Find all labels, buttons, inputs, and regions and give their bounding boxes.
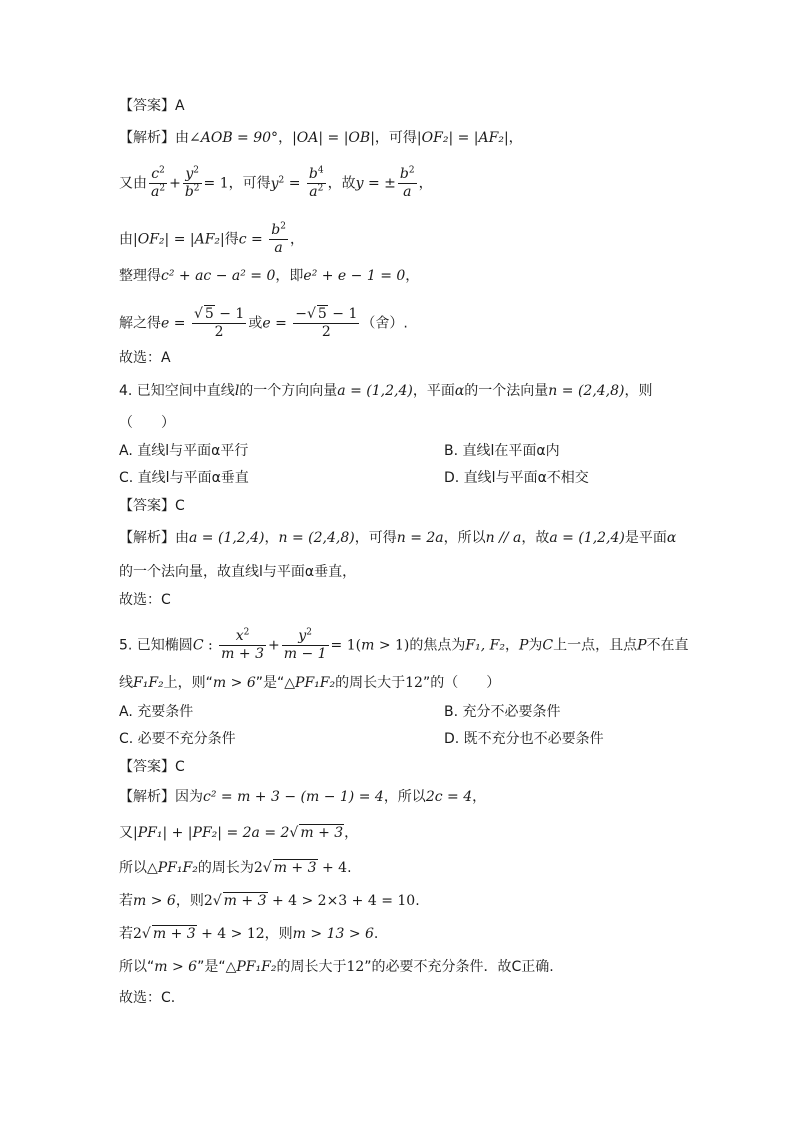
analysis-line-3: 由|OF₂| = |AF₂|得c = $\frac{b^2}{a}$ ，: [119, 221, 304, 256]
q4-answer-line: 【答案】C: [119, 498, 185, 514]
fraction: $\frac{y^2}{m - 1}$: [283, 627, 327, 662]
fraction: $\frac{√ 5 - 1}{2}$: [193, 306, 245, 340]
question-5-stem-2: 线F₁F₂上，则“m > 6”是“△PF₁F₂的周长大于12”的（ ）: [119, 675, 501, 691]
fraction: $\frac{c^2}{a^2}$: [151, 165, 166, 200]
q5-answer-line: 【答案】C: [119, 759, 185, 775]
q4-choose-line: 故选：C: [119, 592, 171, 608]
q5-option-c: C. 必要不充分条件: [119, 731, 236, 747]
answer-line: 【答案】A: [119, 98, 185, 114]
q4-option-d: D. 直线l与平面α不相交: [444, 470, 589, 486]
q5-option-b: B. 充分不必要条件: [444, 704, 561, 720]
analysis-line-2: 又由 $\frac{c^2}{a^2}$ + $\frac{y^2}{b^2}$ = 1，可得$y^2$ = $\frac{b^4}{a^2}$ ，故y = ± $\frac{b^2}{a}$ ，: [119, 165, 433, 200]
question-4-stem: 4. 已知空间中直线l的一个方向向量a = (1,2,4)，平面α的一个法向量n = (2,4,8)，则: [119, 383, 653, 399]
q4-option-c: C. 直线l与平面α垂直: [119, 470, 249, 486]
fraction: $\frac{y^2}{b^2}$: [184, 165, 200, 200]
analysis-line-5: 解之得e = $\frac{√ 5 - 1}{2}$ 或e = $\frac{-√ 5 - 1}{2}$ （舍）.: [119, 306, 408, 340]
q5-analysis-line-1: 【解析】因为c² = m + 3 − (m − 1) = 4，所以2c = 4，: [119, 789, 487, 805]
q5-option-a: A. 充要条件: [119, 704, 194, 720]
choose-line: 故选：A: [119, 350, 171, 366]
question-5-stem-1: 5. 已知椭圆C : $\frac{x^2}{m + 3}$ + $\frac{y^2}{m - 1}$ = 1(m > 1)的焦点为F₁, F₂，P为C上一点，且点P不在直: [119, 627, 689, 662]
analysis-line-4: 整理得c² + ac − a² = 0，即e² + e − 1 = 0，: [119, 268, 420, 284]
q4-analysis-line-2: 的一个法向量，故直线l与平面α垂直，: [119, 564, 357, 580]
q5-analysis-line-4: 若m > 6，则2√ m + 3 + 4 > 2×3 + 4 = 10.: [119, 893, 420, 909]
fraction: $\frac{x^2}{m + 3}$: [221, 627, 264, 662]
fraction: $\frac{b^4}{a^2}$: [308, 165, 324, 200]
q5-analysis-line-3: 所以△PF₁F₂的周长为2√ m + 3 + 4.: [119, 860, 352, 876]
q5-analysis-line-2: 又|PF₁| + |PF₂| = 2a = 2√ m + 3，: [119, 825, 359, 841]
analysis-line-1: 【解析】由∠AOB = 90°，|OA| = |OB|，可得|OF₂| = |AF₂|，: [119, 130, 523, 146]
q4-analysis-line-1: 【解析】由a = (1,2,4)，n = (2,4,8)，可得n = 2a，所以n // a，故a = (1,2,4)是平面α: [119, 530, 677, 546]
fraction: $\frac{b^2}{a}$: [399, 165, 415, 200]
q4-option-a: A. 直线l与平面α平行: [119, 443, 249, 459]
analysis-label: 【解析】: [119, 530, 175, 546]
q4-option-b: B. 直线l在平面α内: [444, 443, 560, 459]
fraction: $\frac{b^2}{a}$: [271, 221, 286, 256]
analysis-label: 【解析】: [119, 130, 175, 146]
q5-analysis-line-5: 若2√ m + 3 + 4 > 12，则m > 13 > 6.: [119, 926, 379, 942]
fraction: $\frac{-√ 5 - 1}{2}$: [295, 306, 358, 340]
analysis-label: 【解析】: [119, 789, 175, 805]
q5-analysis-line-6: 所以“m > 6”是“△PF₁F₂的周长大于12”的必要不充分条件．故C正确.: [119, 959, 554, 975]
q5-choose-line: 故选：C.: [119, 990, 176, 1006]
question-4-paren: （ ）: [119, 415, 175, 431]
q5-option-d: D. 既不充分也不必要条件: [444, 731, 604, 747]
